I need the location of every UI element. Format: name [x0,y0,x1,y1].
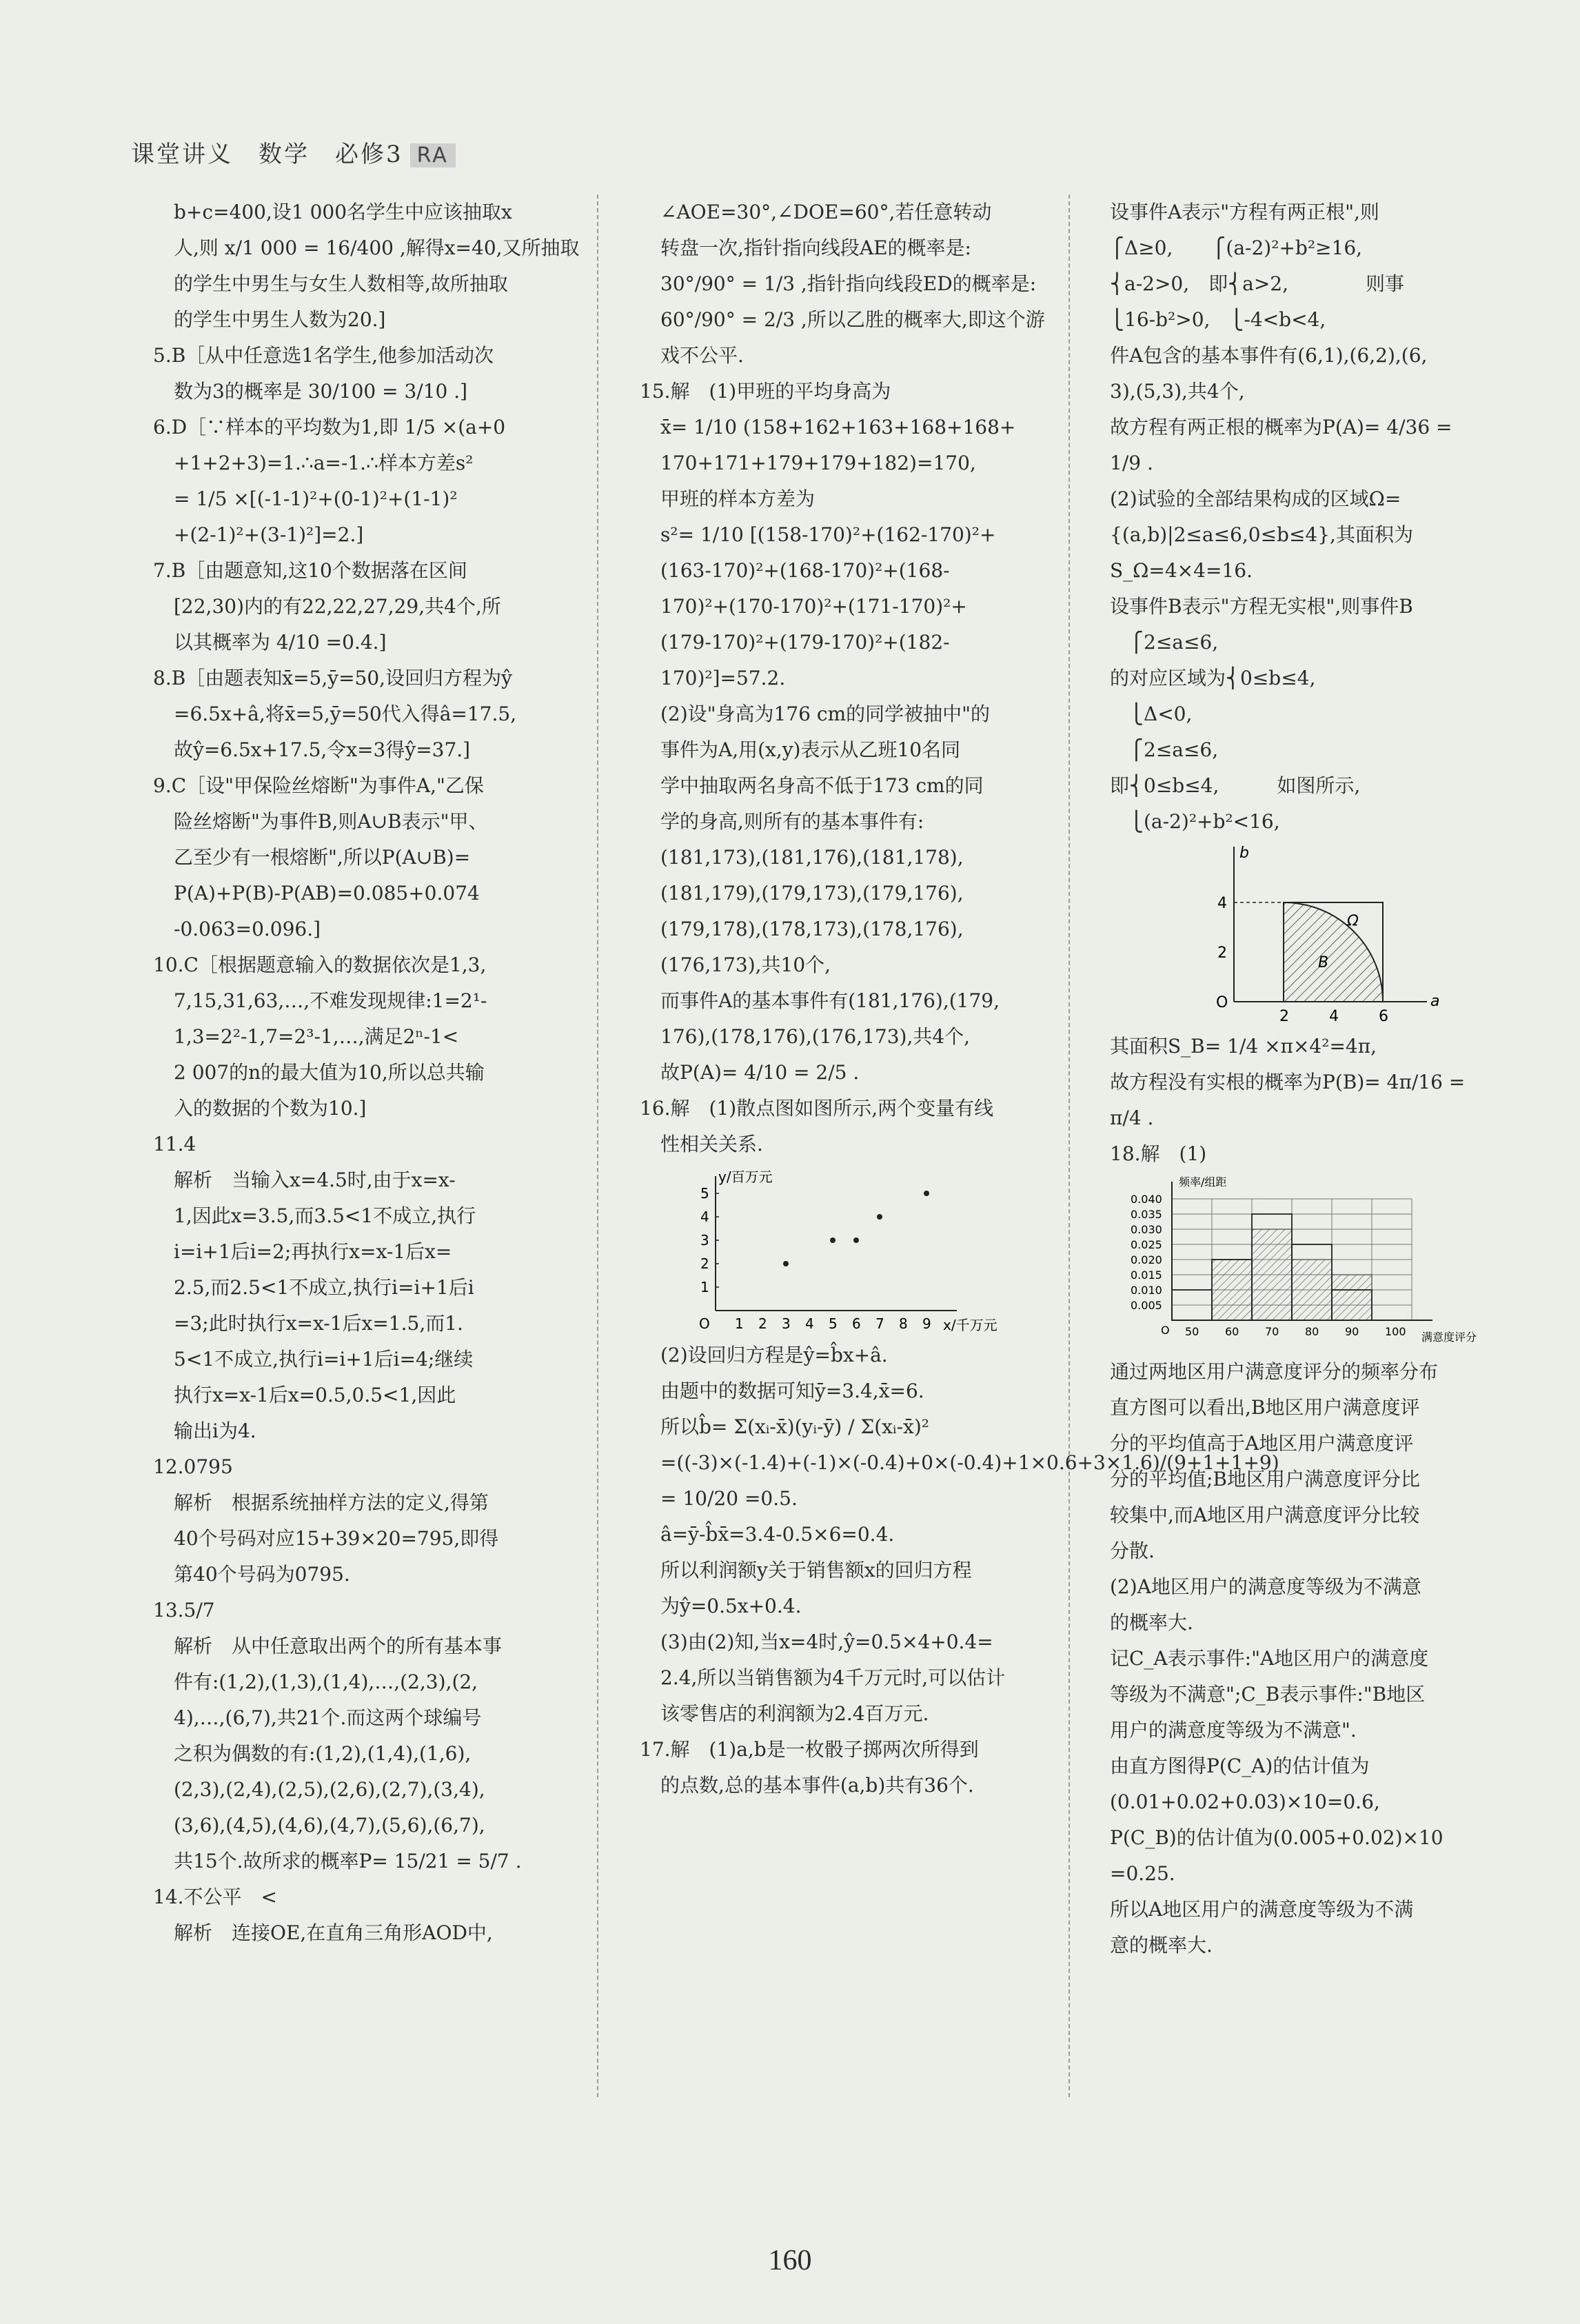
text-line: (2)设回归方程是ŷ=b̂x+â. [660,1344,888,1366]
text-line: 其面积S_B= 1/4 ×π×4²=4π, [1110,1035,1377,1058]
hatched-bar [1252,1229,1292,1320]
text-line: 性相关关系. [660,1133,763,1155]
text-line: 较集中,而A地区用户满意度评分比较 [1110,1504,1420,1526]
text-line: 用户的满意度等级为不满意". [1110,1719,1357,1741]
text-line: 数为3的概率是 30/100 = 3/10 .] [174,380,468,403]
text-line: (181,173),(181,176),(181,178), [660,846,964,869]
text-line: 故P(A)= 4/10 = 2/5 . [660,1061,860,1084]
y-axis-label: 频率/组距 [1179,1175,1227,1189]
text-line: 的对应区域为⎨0≤b≤4, [1110,667,1316,689]
text-line: -0.063=0.096.] [174,918,321,940]
x-tick-label: 70 [1265,1325,1279,1338]
a-label: a [1430,993,1440,1010]
text-line: (2,3),(2,4),(2,5),(2,6),(2,7),(3,4), [174,1778,485,1801]
a-tick-label: 4 [1329,1008,1339,1025]
text-line: ⎨a-2>0, 即⎨a>2, 则事 [1110,272,1405,295]
text-line: 直方图可以看出,B地区用户满意度评 [1110,1396,1420,1419]
origin-label: O [1161,1324,1170,1337]
text-line: 解析 从中任意取出两个的所有基本事 [174,1635,503,1657]
text-line: (3,6),(4,5),(4,6),(4,7),(5,6),(6,7), [174,1814,485,1837]
x-tick-label: 90 [1345,1325,1359,1338]
text-line: 件有:(1,2),(1,3),(1,4),…,(2,3),(2, [174,1670,478,1693]
y-tick-label: 0.005 [1131,1299,1162,1312]
text-line: 等级为不满意";C_B表示事件:"B地区 [1110,1683,1426,1706]
frequency-histogram [1124,1172,1510,1351]
origin-label: O [699,1315,710,1332]
text-line: =0.25. [1110,1862,1175,1885]
text-line: 分的平均值;B地区用户满意度评分比 [1110,1468,1421,1491]
column-3 [1110,194,1510,1963]
text-line: π/4 . [1110,1107,1154,1129]
text-line: 之积为偶数的有:(1,2),(1,4),(1,6), [174,1742,472,1765]
text-line: 170+171+179+179+182)=170, [660,452,976,474]
b-tick-label: 2 [1217,944,1227,962]
text-line: 险丝熔断"为事件B,则A∪B表示"甲、 [174,810,488,833]
text-line: 的点数,总的基本事件(a,b)共有36个. [660,1774,974,1797]
scatter-point [853,1237,859,1243]
y-tick-label: 3 [700,1232,709,1249]
text-line: 1,3=2²-1,7=2³-1,…,满足2ⁿ-1< [174,1025,459,1048]
text-line: 人,则 x/1 000 = 16/400 ,解得x=40,又所抽取 [174,236,580,259]
text-line: x̄= 1/10 (158+162+163+168+168+ [660,416,1016,438]
text-line: 设事件B表示"方程无实根",则事件B [1110,595,1413,618]
text-line: 通过两地区用户满意度评分的频率分布 [1110,1360,1439,1383]
text-line: +1+2+3)=1.∴a=-1.∴样本方差s² [174,452,474,474]
text-line: 所以利润额y关于销售额x的回归方程 [660,1559,972,1582]
text-line: ⎧2≤a≤6, [1110,631,1219,654]
text-line: 3),(5,3),共4个, [1110,380,1245,403]
text-line: 学中抽取两名身高不低于173 cm的同 [660,774,984,797]
text-line: 10.C［根据题意输入的数据依次是1,3, [153,953,487,976]
text-line: ⎧Δ≥0, ⎧(a-2)²+b²≥16, [1110,236,1363,259]
text-line: +(2-1)²+(3-1)²]=2.] [174,523,364,546]
text-line: (163-170)²+(168-170)²+(168- [660,559,950,582]
text-line: (181,179),(179,173),(179,176), [660,882,964,905]
text-line: 故方程没有实根的概率为P(B)= 4π/16 = [1110,1071,1466,1093]
text-line: 学的身高,则所有的基本事件有: [660,810,924,833]
x-tick-label: 8 [899,1315,908,1332]
scatter-plot [667,1162,998,1335]
text-line: 18.解 (1) [1110,1142,1207,1165]
x-axis-label: x/千万元 [943,1317,997,1333]
header-title: 课堂讲义 数学 必修3 [131,141,403,168]
text-line: [22,30)内的有22,22,27,29,共4个,所 [174,595,501,618]
text-line: 2.5,而2.5<1不成立,执行i=i+1后i [174,1276,474,1299]
text-line: (0.01+0.02+0.03)×10=0.6, [1110,1790,1380,1813]
text-line: {(a,b)|2≤a≤6,0≤b≤4},其面积为 [1110,523,1413,546]
region-figure [1193,840,1482,1026]
text-line: 解析 根据系统抽样方法的定义,得第 [174,1491,489,1514]
text-line: 分散. [1110,1539,1155,1562]
text-line: s²= 1/10 [(158-170)²+(162-170)²+ [660,523,996,546]
scatter-point [924,1191,929,1196]
y-tick-label: 5 [700,1185,709,1202]
text-line: (3)由(2)知,当x=4时,ŷ=0.5×4+0.4= [660,1630,993,1653]
x-tick-label: 1 [735,1315,744,1332]
x-tick-label: 80 [1305,1325,1319,1338]
region-b [1284,902,1383,1002]
text-line: 8.B［由题表知x̄=5,ȳ=50,设回归方程为ŷ [153,667,512,689]
text-line: 记C_A表示事件:"A地区用户的满意度 [1110,1647,1429,1670]
page-number: 160 [768,2245,812,2276]
text-line: =3;此时执行x=x-1后x=1.5,而1. [174,1312,463,1335]
text-line: P(A)+P(B)-P(AB)=0.085+0.074 [174,882,480,905]
text-line: 第40个号码为0795. [174,1563,350,1586]
text-line: 分的平均值高于A地区用户满意度评 [1110,1432,1414,1455]
y-tick-label: 0.035 [1131,1208,1162,1221]
text-line: 9.C［设"甲保险丝熔断"为事件A,"乙保 [153,774,484,797]
text-line: 件A包含的基本事件有(6,1),(6,2),(6, [1110,344,1428,367]
x-tick-label: 5 [829,1315,838,1332]
text-line: 乙至少有一根熔断",所以P(A∪B)= [174,846,471,869]
text-line: 17.解 (1)a,b是一枚骰子掷两次所得到 [640,1738,979,1761]
text-line: S_Ω=4×4=16. [1110,559,1253,582]
text-line: â=ȳ-b̂x̄=3.4-0.5×6=0.4. [660,1523,895,1546]
text-line: ⎩(a-2)²+b²<16, [1110,810,1280,833]
text-line: 16.解 (1)散点图如图所示,两个变量有线 [640,1097,994,1120]
x-tick-label: 9 [922,1315,931,1332]
scatter-point [830,1237,835,1243]
y-tick-label: 0.040 [1131,1193,1162,1206]
x-axis-label: 满意度评分 [1421,1331,1477,1344]
text-line: (2)试验的全部结果构成的区域Ω= [1110,487,1401,510]
column-divider-2 [1068,194,1070,2097]
text-line: 戏不公平. [660,344,744,367]
y-tick-label: 4 [700,1209,709,1225]
b-label: b [1239,845,1249,862]
text-line: =((-3)×(-1.4)+(-1)×(-0.4)+0×(-0.4)+1×0.6+3×1.6)/(9+1+1+9) [660,1451,1279,1474]
text-line: 入的数据的个数为10.] [174,1097,367,1120]
text-line: 意的概率大. [1110,1934,1213,1957]
text-line: (179,178),(178,173),(178,176), [660,918,964,940]
text-line: i=i+1后i=2;再执行x=x-1后x= [174,1240,452,1263]
text-line: 5<1不成立,执行i=i+1后i=4;继续 [174,1348,474,1371]
text-line: 由直方图得P(C_A)的估计值为 [1110,1755,1370,1777]
text-line: 11.4 [153,1133,196,1155]
y-tick-label: 0.020 [1131,1253,1162,1266]
text-line: 为ŷ=0.5x+0.4. [660,1595,802,1617]
x-tick-label: 4 [805,1315,814,1332]
text-line: 故方程有两正根的概率为P(A)= 4/36 = [1110,416,1452,438]
text-line: 4),…,(6,7),共21个.而这两个球编号 [174,1706,482,1729]
y-tick-label: 0.030 [1131,1223,1162,1236]
text-line: ⎧2≤a≤6, [1110,738,1219,761]
text-line: 2 007的n的最大值为10,所以总共输 [174,1061,485,1084]
b-tick-label: 4 [1217,895,1227,912]
scatter-point [877,1214,882,1220]
text-line: 即⎨0≤b≤4, 如图所示, [1110,774,1361,797]
text-line: 解析 当输入x=4.5时,由于x=x- [174,1169,456,1191]
x-tick-label: 50 [1185,1325,1199,1338]
text-line: 7,15,31,63,…,不难发现规律:1=2¹- [174,989,487,1012]
x-tick-label: 100 [1385,1325,1406,1338]
origin-label: O [1216,994,1228,1011]
text-line: 2.4,所以当销售额为4千万元时,可以估计 [660,1666,1006,1689]
column-divider-1 [597,194,598,2097]
text-line: 的概率大. [1110,1611,1193,1634]
text-line: ⎩Δ<0, [1110,703,1193,725]
text-line: 事件为A,用(x,y)表示从乙班10名同 [660,738,961,761]
text-line: 30°/90° = 1/3 ,指针指向线段ED的概率是: [660,272,1037,295]
x-tick-label: 3 [782,1315,791,1332]
text-line: 1/9 . [1110,452,1153,474]
scatter-point [783,1261,789,1266]
text-line: (176,173),共10个, [660,953,831,976]
x-tick-label: 60 [1225,1325,1239,1338]
text-line: b+c=400,设1 000名学生中应该抽取x [174,201,512,223]
y-tick-label: 2 [700,1255,709,1272]
text-line: =6.5x+â,将x̄=5,ȳ=50代入得â=17.5, [174,703,517,725]
text-line: 故ŷ=6.5x+17.5,令x=3得ŷ=37.] [174,738,471,761]
text-line: P(C_B)的估计值为(0.005+0.02)×10 [1110,1826,1444,1849]
text-line: (2)A地区用户的满意度等级为不满意 [1110,1575,1421,1598]
omega-label: Ω [1347,913,1359,930]
a-tick-label: 2 [1279,1008,1289,1025]
y-axis-label: y/百万元 [718,1169,773,1185]
text-line: 60°/90° = 2/3 ,所以乙胜的概率大,即这个游 [660,308,1045,331]
text-line: 设事件A表示"方程有两正根",则 [1110,201,1379,223]
text-line: 13.5/7 [153,1599,215,1621]
text-line: = 10/20 =0.5. [660,1487,798,1510]
text-line: 14.不公平 < [153,1886,277,1908]
y-tick-label: 0.010 [1131,1284,1162,1297]
hatched-bar [1332,1275,1372,1320]
text-line: 40个号码对应15+39×20=795,即得 [174,1527,499,1550]
text-line: 而事件A的基本事件有(181,176),(179, [660,989,1000,1012]
text-line: 1,因此x=3.5,而3.5<1不成立,执行 [174,1204,476,1227]
text-line: ⎩16-b²>0, ⎩-4<b<4, [1110,308,1326,331]
x-tick-label: 7 [875,1315,884,1332]
text-line: 170)²+(170-170)²+(171-170)²+ [660,595,967,618]
x-tick-label: 6 [852,1315,861,1332]
page-header [131,135,456,169]
text-line: 输出i为4. [174,1419,256,1442]
text-line: 共15个.故所求的概率P= 15/21 = 5/7 . [174,1850,522,1872]
y-tick-label: 1 [700,1279,709,1295]
hatched-bar [1292,1260,1332,1320]
text-line: 所以b̂= Σ(xᵢ-x̄)(yᵢ-ȳ) / Σ(xᵢ-x̄)² [660,1415,929,1438]
text-line: 由题中的数据可知ȳ=3.4,x̄=6. [660,1380,924,1402]
text-line: 7.B［由题意知,这10个数据落在区间 [153,559,467,582]
hatched-bar [1212,1260,1252,1320]
text-line: (2)设"身高为176 cm的同学被抽中"的 [660,703,990,725]
text-line: 所以A地区用户的满意度等级为不满 [1110,1898,1414,1921]
edition-badge: RA [410,143,456,168]
text-line: 5.B［从中任意选1名学生,他参加活动次 [153,344,494,367]
text-line: 以其概率为 4/10 =0.4.] [174,631,387,654]
x-tick-label: 2 [758,1315,767,1332]
region-b-label: B [1318,954,1329,971]
y-tick-label: 0.025 [1131,1238,1162,1251]
text-line: 170)²]=57.2. [660,667,786,689]
column-1 [153,194,580,1951]
text-line: 的学生中男生人数为20.] [174,308,386,331]
text-line: 12.0795 [153,1455,233,1478]
text-line: (179-170)²+(179-170)²+(182- [660,631,950,654]
text-line: 执行x=x-1后x=0.5,0.5<1,因此 [174,1384,456,1406]
y-tick-label: 0.015 [1131,1269,1162,1282]
text-line: = 1/5 ×[(-1-1)²+(0-1)²+(1-1)² [174,487,458,510]
text-line: ∠AOE=30°,∠DOE=60°,若任意转动 [660,201,992,223]
text-line: 15.解 (1)甲班的平均身高为 [640,380,891,403]
text-line: 该零售店的利润额为2.4百万元. [660,1702,929,1725]
text-line: 6.D［∵样本的平均数为1,即 1/5 ×(a+0 [153,416,506,438]
a-tick-label: 6 [1379,1008,1388,1025]
text-line: 甲班的样本方差为 [660,487,816,510]
text-line: 解析 连接OE,在直角三角形AOD中, [174,1921,493,1944]
text-line: 176),(178,176),(176,173),共4个, [660,1025,971,1048]
text-line: 的学生中男生与女生人数相等,故所抽取 [174,272,508,295]
text-line: 转盘一次,指针指向线段AE的概率是: [660,236,971,259]
